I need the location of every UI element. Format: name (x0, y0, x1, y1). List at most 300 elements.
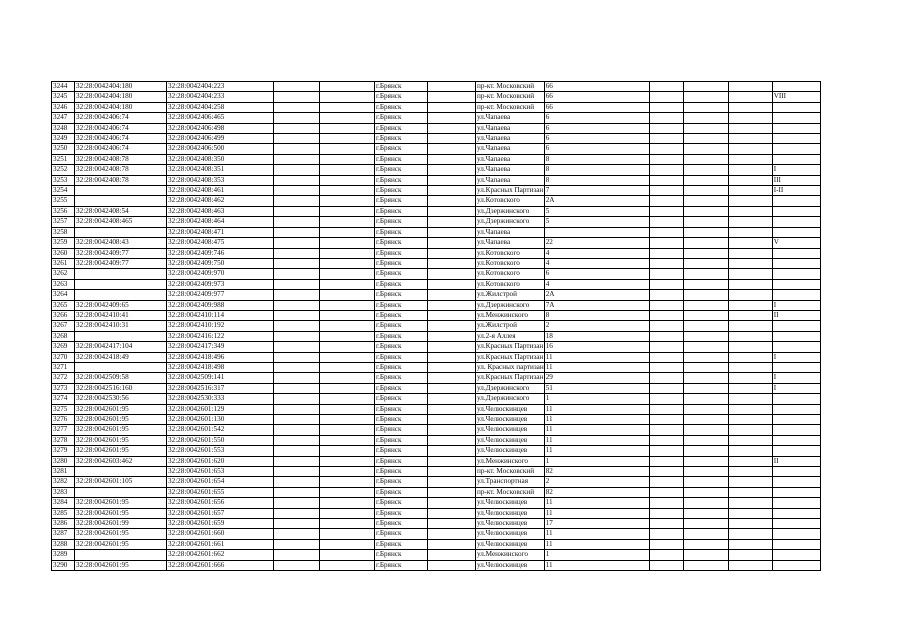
table-cell: г.Брянск (375, 217, 428, 227)
table-cell: г.Брянск (375, 92, 428, 102)
table-cell: 32:28:0042408:350 (167, 154, 274, 164)
table-cell (274, 446, 320, 456)
table-cell (428, 487, 476, 497)
table-cell: г.Брянск (375, 342, 428, 352)
table-cell: 32:28:0042409:750 (167, 258, 274, 268)
table-cell: 5 (544, 217, 649, 227)
table-cell (683, 383, 728, 393)
table-cell: ул.2-я Аллея (476, 331, 545, 341)
table-cell (772, 467, 820, 477)
table-cell (320, 331, 375, 341)
table-row (52, 310, 821, 320)
table-row (52, 238, 821, 248)
table-cell: г.Брянск (375, 560, 428, 570)
table-cell: ул.Котовского (476, 258, 545, 268)
table-cell (428, 206, 476, 216)
table-cell (649, 82, 683, 92)
table-cell: III (772, 175, 820, 185)
table-cell: 2 (544, 321, 649, 331)
table-cell: 32:28:0042601:95 (75, 539, 167, 549)
table-cell (772, 258, 820, 268)
table-cell: 66 (544, 102, 649, 112)
table-row (52, 154, 821, 164)
table-cell: 32:28:0042408:465 (75, 217, 167, 227)
table-cell (428, 154, 476, 164)
table-cell: 32:28:0042408:471 (167, 227, 274, 237)
table-cell: 32:28:0042601:95 (75, 446, 167, 456)
table-cell (649, 144, 683, 154)
table-cell: I (772, 300, 820, 310)
table-cell (649, 206, 683, 216)
table-cell: 32:28:0042410:114 (167, 310, 274, 320)
table-cell (728, 217, 772, 227)
table-cell (649, 279, 683, 289)
table-cell: 3279 (52, 446, 75, 456)
table-cell (320, 498, 375, 508)
table-cell: 32:28:0042601:666 (167, 560, 274, 570)
table-cell (428, 290, 476, 300)
table-cell (649, 238, 683, 248)
table-cell: 32:28:0042601:656 (167, 498, 274, 508)
table-cell: ул.Челюскинцев (476, 560, 545, 570)
table-cell: ул.Челюскинцев (476, 519, 545, 529)
table-cell: г.Брянск (375, 227, 428, 237)
table-cell (428, 300, 476, 310)
table-cell (320, 435, 375, 445)
table-cell: г.Брянск (375, 477, 428, 487)
table-cell (320, 373, 375, 383)
table-cell: 51 (544, 383, 649, 393)
table-cell: 32:28:0042601:620 (167, 456, 274, 466)
table-cell (428, 425, 476, 435)
table-cell (428, 144, 476, 154)
table-cell: 32:28:0042408:351 (167, 165, 274, 175)
table-cell (274, 415, 320, 425)
table-cell (683, 550, 728, 560)
table-cell: 32:28:0042406:74 (75, 134, 167, 144)
table-cell: 32:28:0042408:464 (167, 217, 274, 227)
table-row (52, 352, 821, 362)
table-cell (428, 82, 476, 92)
table-cell (683, 560, 728, 570)
table-cell: 11 (544, 425, 649, 435)
table-cell (320, 102, 375, 112)
table-cell: ул.Красных Партизан (477, 342, 544, 351)
table-cell (728, 196, 772, 206)
table-cell: 3276 (52, 415, 75, 425)
table-cell (75, 269, 167, 279)
table-cell (649, 560, 683, 570)
table-cell (728, 550, 772, 560)
table-row (52, 144, 821, 154)
table-cell: VIII (772, 92, 820, 102)
table-cell (683, 446, 728, 456)
table-cell (274, 456, 320, 466)
table-cell (683, 175, 728, 185)
table-cell: ул.Чапаева (476, 134, 545, 144)
table-cell (649, 165, 683, 175)
table-cell (428, 279, 476, 289)
table-cell (683, 477, 728, 487)
table-cell: ул.Чапаева (476, 144, 545, 154)
table-cell (320, 217, 375, 227)
table-cell: 3262 (52, 269, 75, 279)
table-cell (274, 248, 320, 258)
table-cell: 3257 (52, 217, 75, 227)
table-cell (274, 134, 320, 144)
table-cell: 11 (544, 362, 649, 372)
table-cell: ул.Челюскинцев (476, 415, 545, 425)
table-cell (274, 467, 320, 477)
table-cell: ул.Челюскинцев (476, 404, 545, 414)
table-row (52, 217, 821, 227)
table-cell (544, 227, 649, 237)
table-cell: 32:28:0042408:461 (167, 186, 274, 196)
table-cell (683, 467, 728, 477)
table-cell: г.Брянск (375, 550, 428, 560)
table-cell (683, 248, 728, 258)
table-cell (649, 300, 683, 310)
table-cell: 32:28:0042404:223 (167, 82, 274, 92)
table-cell (428, 196, 476, 206)
table-row (52, 248, 821, 258)
table-cell (772, 404, 820, 414)
table-cell: ул.Челюскинцев (476, 508, 545, 518)
table-cell (428, 217, 476, 227)
table-cell (649, 425, 683, 435)
table-cell: 3277 (52, 425, 75, 435)
table-cell: пр-кт. Московский (476, 467, 545, 477)
table-row (52, 279, 821, 289)
table-cell: 3268 (52, 331, 75, 341)
table-cell: ул.Жилстрой (476, 321, 545, 331)
table-cell: 82 (544, 467, 649, 477)
table-cell (428, 560, 476, 570)
table-cell (75, 550, 167, 560)
table-cell: 32:28:0042409:977 (167, 290, 274, 300)
table-row (52, 290, 821, 300)
table-cell (428, 435, 476, 445)
table-cell: 3266 (52, 310, 75, 320)
table-cell (728, 404, 772, 414)
table-cell: 3254 (52, 186, 75, 196)
table-cell: 3275 (52, 404, 75, 414)
table-cell: 3249 (52, 134, 75, 144)
table-cell (428, 165, 476, 175)
table-row (52, 519, 821, 529)
table-cell: 11 (544, 498, 649, 508)
table-cell (728, 144, 772, 154)
table-cell: 3286 (52, 519, 75, 529)
table-cell: г.Брянск (375, 82, 428, 92)
table-cell: г.Брянск (375, 310, 428, 320)
table-cell (274, 113, 320, 123)
table-cell (649, 362, 683, 372)
table-cell: 11 (544, 529, 649, 539)
table-cell (428, 331, 476, 341)
table-cell (320, 342, 375, 352)
table-cell: 32:28:0042409:65 (75, 300, 167, 310)
table-cell: 32:28:0042603:462 (75, 456, 167, 466)
table-cell (320, 560, 375, 570)
table-cell (649, 435, 683, 445)
table-cell: 32:28:0042418:49 (75, 352, 167, 362)
table-cell (772, 560, 820, 570)
table-cell: 6 (544, 123, 649, 133)
table-cell (772, 487, 820, 497)
table-cell (274, 92, 320, 102)
table-cell (772, 206, 820, 216)
table-cell (320, 529, 375, 539)
table-cell: г.Брянск (375, 300, 428, 310)
table-cell: ул.Чапаева (476, 175, 545, 185)
table-cell: 32:28:0042409:77 (75, 258, 167, 268)
table-cell: 32:28:0042601:550 (167, 435, 274, 445)
table-cell: ул.Красных Партизан (477, 373, 544, 382)
table-cell (728, 331, 772, 341)
table-cell: г.Брянск (375, 435, 428, 445)
table-cell (320, 550, 375, 560)
table-cell: 7А (544, 300, 649, 310)
table-cell (728, 383, 772, 393)
table-cell: 17 (544, 519, 649, 529)
table-cell (75, 467, 167, 477)
table-cell: 3259 (52, 238, 75, 248)
table-cell: г.Брянск (375, 290, 428, 300)
table-cell (728, 394, 772, 404)
table-cell: 32:28:0042409:973 (167, 279, 274, 289)
table-cell (320, 279, 375, 289)
table-cell: 11 (544, 435, 649, 445)
table-cell (274, 404, 320, 414)
table-cell: ул.Чапаева (476, 123, 545, 133)
table-cell: 3248 (52, 123, 75, 133)
table-cell (683, 269, 728, 279)
table-cell (428, 321, 476, 331)
table-cell (728, 227, 772, 237)
table-cell: 3256 (52, 206, 75, 216)
table-cell (320, 508, 375, 518)
table-cell (75, 279, 167, 289)
table-cell (428, 373, 476, 383)
table-cell: г.Брянск (375, 196, 428, 206)
table-cell (428, 238, 476, 248)
table-cell (649, 217, 683, 227)
table-cell: ул.Чапаева (476, 238, 545, 248)
table-cell (274, 435, 320, 445)
table-cell (683, 539, 728, 549)
table-cell: 32:28:0042410:41 (75, 310, 167, 320)
table-cell (683, 154, 728, 164)
table-cell (728, 446, 772, 456)
table-cell (728, 560, 772, 570)
table-row (52, 477, 821, 487)
table-cell (649, 383, 683, 393)
table-cell: г.Брянск (375, 519, 428, 529)
table-cell (428, 394, 476, 404)
table-cell: 3280 (52, 456, 75, 466)
table-row (52, 383, 821, 393)
table-cell: г.Брянск (375, 498, 428, 508)
table-cell: I-II (772, 186, 820, 196)
table-row (52, 404, 821, 414)
table-cell (274, 310, 320, 320)
table-cell (649, 456, 683, 466)
table-cell (428, 477, 476, 487)
table-cell: г.Брянск (375, 279, 428, 289)
table-cell: 8 (544, 175, 649, 185)
table-cell (683, 92, 728, 102)
table-row (52, 435, 821, 445)
table-cell: 32:28:0042601:95 (75, 404, 167, 414)
table-cell: 8 (544, 154, 649, 164)
table-cell (683, 123, 728, 133)
table-cell (772, 290, 820, 300)
table-cell: г.Брянск (375, 175, 428, 185)
table-cell: ул.Котовского (476, 269, 545, 279)
table-cell: ул.Транспортная (476, 477, 545, 487)
table-cell (75, 331, 167, 341)
table-cell (649, 446, 683, 456)
table-cell: 11 (544, 404, 649, 414)
table-cell (274, 186, 320, 196)
table-cell (649, 92, 683, 102)
table-cell: 3265 (52, 300, 75, 310)
table-cell: 3260 (52, 248, 75, 258)
table-cell: 82 (544, 487, 649, 497)
table-cell (274, 196, 320, 206)
table-cell (728, 456, 772, 466)
table-cell: 32:28:0042404:233 (167, 92, 274, 102)
table-cell (320, 248, 375, 258)
table-cell (274, 154, 320, 164)
table-cell (649, 154, 683, 164)
table-cell (728, 539, 772, 549)
table-cell: 32:28:0042601:95 (75, 560, 167, 570)
table-cell (320, 269, 375, 279)
table-cell: ул.Красных Партизан (477, 352, 544, 361)
table-cell: 1 (544, 456, 649, 466)
table-row (52, 331, 821, 341)
table-cell: г.Брянск (375, 394, 428, 404)
table-cell (320, 175, 375, 185)
table-row (52, 394, 821, 404)
table-cell: 32:28:0042601:130 (167, 415, 274, 425)
table-cell (320, 362, 375, 372)
table-cell: 3247 (52, 113, 75, 123)
table-cell (683, 487, 728, 497)
table-cell (320, 238, 375, 248)
table-cell: 3270 (52, 352, 75, 362)
table-cell: ул.Челюскинцев (476, 425, 545, 435)
table-cell (320, 144, 375, 154)
table-cell (683, 508, 728, 518)
table-cell: пр-кт. Московский (476, 92, 545, 102)
table-cell: г.Брянск (375, 186, 428, 196)
table-cell (428, 92, 476, 102)
table-cell (320, 425, 375, 435)
table-cell (728, 165, 772, 175)
table-cell (728, 498, 772, 508)
table-cell: ул.Дзержинского (476, 217, 545, 227)
table-row (52, 227, 821, 237)
table-cell (772, 342, 820, 352)
table-cell (772, 123, 820, 133)
table-cell: 32:28:0042530:56 (75, 394, 167, 404)
table-cell: 1 (544, 394, 649, 404)
table-cell (683, 290, 728, 300)
table-row (52, 529, 821, 539)
table-cell (728, 113, 772, 123)
table-cell (728, 415, 772, 425)
table-row (52, 373, 821, 383)
table-cell (274, 394, 320, 404)
table-cell (320, 446, 375, 456)
registry-table (51, 81, 821, 571)
table-cell: г.Брянск (375, 425, 428, 435)
table-cell (320, 539, 375, 549)
table-cell: г.Брянск (375, 113, 428, 123)
table-cell (274, 321, 320, 331)
table-cell (428, 227, 476, 237)
table-cell: 32:28:0042601:553 (167, 446, 274, 456)
table-cell (649, 467, 683, 477)
table-cell: ул.Менжинского (476, 310, 545, 320)
table-row (52, 300, 821, 310)
table-cell (683, 206, 728, 216)
table-cell: 5 (544, 206, 649, 216)
table-cell (428, 352, 476, 362)
table-cell (274, 539, 320, 549)
table-cell: 11 (544, 508, 649, 518)
table-cell (683, 498, 728, 508)
table-cell: 32:28:0042404:258 (167, 102, 274, 112)
table-cell (683, 134, 728, 144)
table-cell: 32:28:0042601:95 (75, 529, 167, 539)
table-row (52, 456, 821, 466)
table-cell: ул.Дзержинского (476, 383, 545, 393)
table-cell: 8 (544, 165, 649, 175)
table-cell (274, 383, 320, 393)
table-cell (649, 227, 683, 237)
table-cell: 66 (544, 82, 649, 92)
table-row (52, 269, 821, 279)
table-cell (649, 186, 683, 196)
table-cell (274, 238, 320, 248)
table-cell (649, 415, 683, 425)
table-cell (772, 269, 820, 279)
table-cell (728, 310, 772, 320)
table-cell (683, 342, 728, 352)
table-cell (683, 186, 728, 196)
table-cell: ул.Челюскинцев (476, 446, 545, 456)
table-cell (683, 394, 728, 404)
table-row (52, 258, 821, 268)
table-row (52, 508, 821, 518)
table-cell: 32:28:0042408:43 (75, 238, 167, 248)
table-cell (320, 300, 375, 310)
table-cell (683, 331, 728, 341)
table-cell: г.Брянск (375, 373, 428, 383)
table-row (52, 342, 821, 352)
table-cell: ул.Красных Партизан (477, 186, 544, 195)
table-row (52, 92, 821, 102)
table-cell (649, 404, 683, 414)
table-cell (274, 300, 320, 310)
table-row (52, 134, 821, 144)
table-cell (320, 258, 375, 268)
table-row (52, 165, 821, 175)
